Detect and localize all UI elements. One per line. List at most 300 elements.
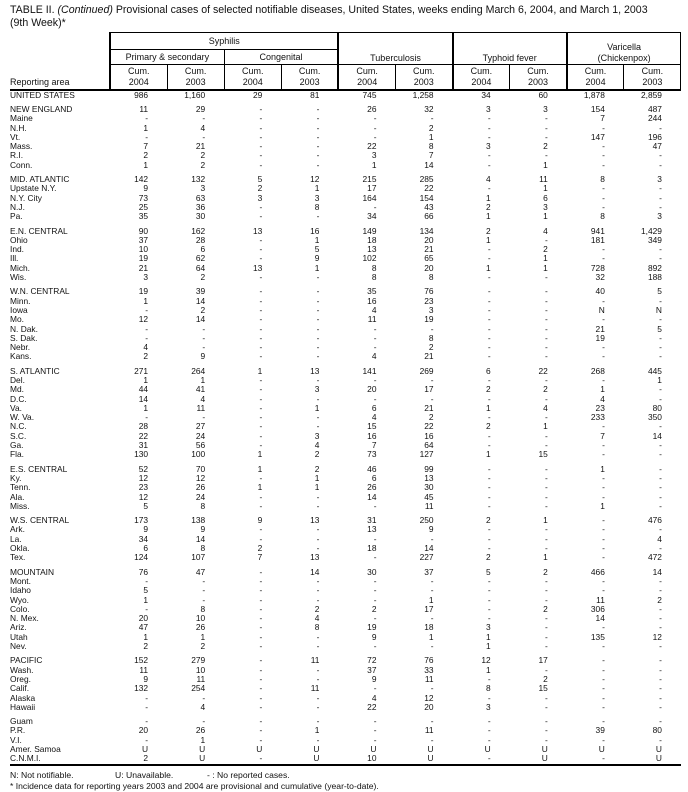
value-cell: 4	[200, 394, 206, 404]
value-cell: 3	[543, 104, 548, 114]
value-cell: -	[659, 464, 662, 474]
reporting-area-cell: MOUNTAIN	[10, 567, 55, 577]
value-cell: -	[202, 413, 206, 423]
value-cell: -	[487, 754, 491, 764]
value-cell: -	[544, 343, 548, 353]
value-cell: 181	[590, 235, 605, 245]
reporting-area-cell: Utah	[10, 632, 28, 642]
value-cell: -	[659, 343, 662, 353]
table-row	[10, 325, 681, 334]
value-cell: 487	[647, 104, 662, 114]
value-cell: -	[487, 315, 491, 325]
value-cell: 8	[371, 263, 377, 273]
value-cell: -	[602, 184, 605, 194]
value-cell: 138	[191, 516, 206, 526]
value-cell: 62	[195, 254, 206, 264]
value-cell: 2	[543, 674, 548, 684]
table-row	[10, 133, 681, 142]
value-cell: 9	[200, 525, 206, 535]
value-cell: -	[602, 684, 605, 694]
value-cell: 34	[138, 534, 149, 544]
value-cell: 1	[657, 376, 662, 385]
value-cell: -	[659, 123, 662, 133]
value-cell: -	[259, 132, 263, 142]
value-cell: -	[430, 586, 434, 596]
value-cell: -	[202, 576, 206, 586]
value-cell: 3	[200, 184, 206, 194]
value-cell: 3	[143, 273, 149, 283]
value-cell: 14	[138, 394, 149, 404]
value-cell: -	[316, 693, 320, 703]
header-typhoid-fever: Typhoid fever	[453, 33, 567, 65]
value-cell: -	[259, 754, 263, 764]
table-row	[10, 184, 681, 193]
value-cell: 1	[600, 501, 605, 511]
table-row	[10, 544, 681, 553]
reporting-area-cell: Va.	[10, 403, 22, 413]
reporting-area-cell: C.N.M.I.	[10, 754, 41, 764]
table-row	[10, 633, 681, 642]
value-cell: 1	[314, 483, 320, 493]
value-cell: -	[487, 534, 491, 544]
value-cell: 31	[138, 441, 149, 451]
value-cell: 17	[424, 385, 434, 395]
value-cell: 19	[138, 287, 149, 297]
table-row	[10, 194, 681, 203]
value-cell: U	[484, 744, 491, 754]
value-cell: 80	[652, 403, 662, 413]
value-cell: 1	[543, 516, 548, 526]
value-cell: -	[259, 656, 263, 666]
value-cell: 1	[200, 735, 206, 745]
footnote-n: N: Not notifiable.	[10, 769, 74, 780]
value-cell: -	[202, 132, 206, 142]
value-cell: 127	[419, 450, 434, 460]
value-cell: 3	[314, 385, 320, 395]
value-cell: -	[602, 754, 605, 764]
value-cell: 20	[424, 702, 434, 712]
value-cell: 18	[367, 235, 377, 245]
value-cell: -	[544, 305, 548, 315]
value-cell: 10	[195, 614, 206, 624]
value-cell: 26	[367, 104, 377, 114]
value-cell: -	[544, 586, 548, 596]
value-cell: 17	[367, 184, 377, 194]
value-cell: -	[487, 674, 491, 684]
reporting-area-cell: Del.	[10, 376, 25, 385]
value-cell: -	[316, 394, 320, 404]
table-row	[10, 367, 681, 376]
value-cell: -	[316, 702, 320, 712]
value-cell: 1	[486, 212, 491, 222]
value-cell: 12	[138, 315, 149, 325]
table-row	[10, 586, 681, 595]
value-cell: 8	[600, 175, 605, 185]
value-cell: 14	[195, 534, 206, 544]
value-cell: -	[430, 717, 434, 727]
value-cell: -	[145, 702, 149, 712]
value-cell: -	[316, 632, 320, 642]
value-cell: -	[259, 343, 263, 353]
value-cell: 13	[310, 366, 320, 376]
value-cell: 14	[424, 544, 434, 554]
value-cell: -	[259, 576, 263, 586]
value-cell: 124	[134, 553, 149, 563]
value-cell: 2	[486, 516, 491, 526]
value-cell: -	[487, 296, 491, 306]
reporting-area-cell: Wyo.	[10, 595, 30, 605]
reporting-area-cell: Miss.	[10, 501, 30, 511]
value-cell: 5	[314, 245, 320, 255]
value-cell: -	[602, 254, 605, 264]
table-row	[10, 105, 681, 114]
value-cell: -	[659, 184, 662, 194]
table-row	[10, 717, 681, 726]
value-cell: -	[544, 235, 548, 245]
value-cell: 2	[314, 464, 320, 474]
value-cell: -	[259, 151, 263, 161]
value-cell: -	[259, 254, 263, 264]
value-cell: 1	[543, 422, 548, 432]
value-cell: 5	[143, 586, 149, 596]
value-cell: -	[602, 483, 605, 493]
value-cell: 162	[191, 226, 206, 236]
value-cell: -	[373, 376, 377, 385]
value-cell: 4	[371, 352, 377, 362]
value-cell: 7	[257, 553, 263, 563]
value-cell: -	[602, 193, 605, 203]
reporting-area-cell: Ind.	[10, 245, 24, 255]
value-cell: 135	[590, 632, 605, 642]
value-cell: -	[659, 151, 662, 161]
value-cell: -	[487, 604, 491, 614]
value-cell: 9	[143, 184, 149, 194]
value-cell: 6	[371, 403, 377, 413]
value-cell: 30	[424, 483, 434, 493]
value-cell: -	[373, 726, 377, 736]
value-cell: 22	[538, 366, 548, 376]
value-cell: -	[259, 394, 263, 404]
value-cell: 99	[424, 464, 434, 474]
value-cell: 4	[143, 343, 149, 353]
value-cell: 34	[367, 212, 377, 222]
value-cell: 35	[138, 212, 149, 222]
value-cell: -	[373, 394, 377, 404]
value-cell: 8	[428, 273, 434, 283]
table-row	[10, 754, 681, 764]
value-cell: 12	[310, 175, 320, 185]
value-cell: 4	[657, 534, 662, 544]
value-cell: 14	[367, 492, 377, 502]
value-cell: -	[487, 431, 491, 441]
value-cell: 11	[139, 104, 149, 114]
value-cell: -	[544, 642, 548, 652]
value-cell: 21	[424, 403, 434, 413]
table-row	[10, 736, 681, 745]
value-cell: -	[316, 123, 320, 133]
table-row	[10, 306, 681, 315]
value-cell: 21	[424, 352, 434, 362]
value-cell: 4	[543, 403, 548, 413]
value-cell: 20	[424, 263, 434, 273]
value-cell: 1	[371, 160, 377, 170]
value-cell: 8	[486, 684, 491, 694]
table-body	[10, 90, 681, 765]
value-cell: 8	[428, 142, 434, 152]
reporting-area-cell: N.Y. City	[10, 193, 42, 203]
value-cell: -	[487, 717, 491, 727]
reporting-area-cell: Mass.	[10, 142, 33, 152]
value-cell: -	[659, 544, 662, 554]
value-cell: 20	[138, 726, 149, 736]
value-cell: 19	[138, 254, 149, 264]
table-row	[10, 90, 681, 100]
value-cell: 5	[143, 501, 149, 511]
value-cell: 19	[424, 315, 434, 325]
reporting-area-cell: Idaho	[10, 586, 31, 596]
value-cell: 16	[367, 431, 377, 441]
table-row	[10, 605, 681, 614]
value-cell: -	[430, 324, 434, 334]
value-cell: 8	[200, 544, 206, 554]
value-cell: 12	[195, 473, 206, 483]
value-cell: 1	[314, 184, 320, 194]
table-row	[10, 553, 681, 562]
reporting-area-cell: Ga.	[10, 441, 24, 451]
value-cell: 269	[419, 366, 434, 376]
value-cell: 2	[543, 604, 548, 614]
value-cell: -	[659, 483, 662, 493]
value-cell: -	[544, 501, 548, 511]
value-cell: -	[316, 151, 320, 161]
value-cell: U	[541, 744, 548, 754]
value-cell: 173	[134, 516, 149, 526]
table-row	[10, 703, 681, 712]
value-cell: 149	[362, 226, 377, 236]
value-cell: 134	[419, 226, 434, 236]
value-cell: 476	[647, 516, 662, 526]
reporting-area-cell: Wis.	[10, 273, 27, 283]
reporting-area-cell: D.C.	[10, 394, 27, 404]
value-cell: 9	[257, 516, 263, 526]
reporting-area-cell: PACIFIC	[10, 656, 43, 666]
value-cell: -	[602, 450, 605, 460]
value-cell: -	[259, 202, 263, 212]
value-cell: 164	[362, 193, 377, 203]
value-cell: -	[145, 305, 149, 315]
value-cell: -	[602, 693, 605, 703]
reporting-area-cell: V.I.	[10, 735, 22, 745]
value-cell: -	[259, 352, 263, 362]
value-cell: 1	[543, 254, 548, 264]
value-cell: -	[259, 674, 263, 684]
value-cell: -	[259, 586, 263, 596]
value-cell: -	[659, 642, 662, 652]
value-cell: 2	[486, 202, 491, 212]
value-cell: -	[487, 287, 491, 297]
value-cell: 4	[543, 226, 548, 236]
value-cell: -	[659, 693, 662, 703]
value-cell: -	[659, 717, 662, 727]
value-cell: -	[602, 544, 605, 554]
table-row	[10, 287, 681, 296]
header-syphilis: Syphilis	[110, 33, 338, 50]
value-cell: -	[316, 586, 320, 596]
value-cell: -	[544, 132, 548, 142]
value-cell: -	[602, 525, 605, 535]
value-cell: 227	[419, 553, 434, 563]
title-continued: (Continued)	[57, 4, 113, 16]
value-cell: -	[487, 614, 491, 624]
value-cell: -	[659, 296, 662, 306]
value-cell: 12	[138, 473, 149, 483]
value-cell: 21	[138, 263, 149, 273]
value-cell: -	[259, 324, 263, 334]
table-row	[10, 623, 681, 632]
value-cell: -	[659, 656, 662, 666]
table-header	[10, 33, 681, 90]
table-title	[10, 4, 681, 29]
value-cell: 46	[367, 464, 377, 474]
value-cell: 13	[310, 516, 320, 526]
value-cell: 20	[138, 614, 149, 624]
value-cell: -	[659, 254, 662, 264]
value-cell: 3	[486, 623, 491, 633]
reporting-area-cell: W. Va.	[10, 413, 35, 423]
value-cell: -	[430, 534, 434, 544]
value-cell: 9	[371, 674, 377, 684]
value-cell: 43	[424, 202, 434, 212]
value-cell: -	[659, 604, 662, 614]
value-cell: 3	[371, 151, 377, 161]
value-cell: 12	[138, 492, 149, 502]
value-cell: -	[602, 492, 605, 502]
value-cell: -	[259, 413, 263, 423]
value-cell: -	[544, 296, 548, 306]
value-cell: -	[659, 441, 662, 451]
value-cell: 16	[424, 431, 434, 441]
value-cell: 2	[486, 385, 491, 395]
value-cell: 22	[138, 431, 149, 441]
value-cell: 21	[595, 324, 605, 334]
value-cell: 17	[424, 604, 434, 614]
table-row	[10, 395, 681, 404]
value-cell: -	[202, 324, 206, 334]
value-cell: 32	[595, 273, 605, 283]
value-cell: -	[487, 525, 491, 535]
value-cell: -	[202, 586, 206, 596]
reporting-area-cell: Pa.	[10, 212, 23, 222]
value-cell: 80	[652, 726, 662, 736]
value-cell: -	[487, 184, 491, 194]
value-cell: 2	[543, 385, 548, 395]
value-cell: 11	[310, 656, 320, 666]
value-cell: -	[544, 702, 548, 712]
table-row	[10, 483, 681, 492]
value-cell: 65	[424, 254, 434, 264]
value-cell: -	[659, 193, 662, 203]
value-cell: -	[316, 273, 320, 283]
value-cell: 9	[428, 525, 434, 535]
value-cell: -	[259, 623, 263, 633]
value-cell: 8	[371, 273, 377, 283]
value-cell: 23	[138, 483, 149, 493]
value-cell: 1	[600, 385, 605, 395]
value-cell: 5	[657, 287, 662, 297]
value-cell: 941	[590, 226, 605, 236]
header-cum-2004: Cum. 2004	[224, 65, 281, 90]
value-cell: -	[659, 333, 662, 343]
value-cell: -	[659, 202, 662, 212]
value-cell: 2	[200, 151, 206, 161]
value-cell: -	[373, 534, 377, 544]
value-cell: -	[487, 254, 491, 264]
value-cell: -	[487, 735, 491, 745]
value-cell: -	[373, 114, 377, 124]
value-cell: 11	[424, 726, 434, 736]
value-cell: -	[544, 693, 548, 703]
value-cell: 12	[424, 693, 434, 703]
value-cell: -	[602, 656, 605, 666]
value-cell: 1	[543, 184, 548, 194]
value-cell: -	[544, 315, 548, 325]
value-cell: 40	[595, 287, 605, 297]
value-cell: 41	[195, 385, 206, 395]
value-cell: -	[659, 450, 662, 460]
footnote-u: U: Unavailable.	[115, 769, 174, 780]
value-cell: 4	[600, 394, 605, 404]
value-cell: 12	[481, 656, 491, 666]
value-cell: 73	[367, 450, 377, 460]
table-row	[10, 175, 681, 184]
value-cell: 28	[138, 422, 149, 432]
value-cell: -	[316, 413, 320, 423]
value-cell: 132	[134, 684, 149, 694]
value-cell: -	[602, 576, 605, 586]
value-cell: -	[259, 142, 263, 152]
value-cell: 63	[195, 193, 206, 203]
value-cell: 2	[143, 754, 149, 764]
value-cell: -	[487, 333, 491, 343]
value-cell: 196	[647, 132, 662, 142]
value-cell: 1,258	[412, 89, 434, 100]
value-cell: 2	[428, 343, 434, 353]
header-cum-2003: Cum. 2003	[167, 65, 224, 90]
value-cell: N	[655, 305, 662, 315]
table-row	[10, 596, 681, 605]
header-congenital: Congenital	[224, 50, 338, 65]
value-cell: 2	[200, 160, 206, 170]
value-cell: -	[659, 684, 662, 694]
value-cell: 107	[191, 553, 206, 563]
value-cell: 142	[134, 175, 149, 185]
value-cell: -	[259, 614, 263, 624]
value-cell: -	[259, 245, 263, 255]
value-cell: -	[145, 324, 149, 334]
table-row	[10, 516, 681, 525]
value-cell: -	[659, 674, 662, 684]
value-cell: 29	[195, 104, 206, 114]
value-cell: -	[602, 586, 605, 596]
value-cell: -	[259, 693, 263, 703]
value-cell: 2	[143, 352, 149, 362]
value-cell: U	[541, 754, 548, 764]
value-cell: -	[430, 376, 434, 385]
value-cell: -	[487, 324, 491, 334]
value-cell: 13	[424, 473, 434, 483]
value-cell: 14	[595, 614, 605, 624]
reporting-area-cell: Guam	[10, 717, 33, 727]
